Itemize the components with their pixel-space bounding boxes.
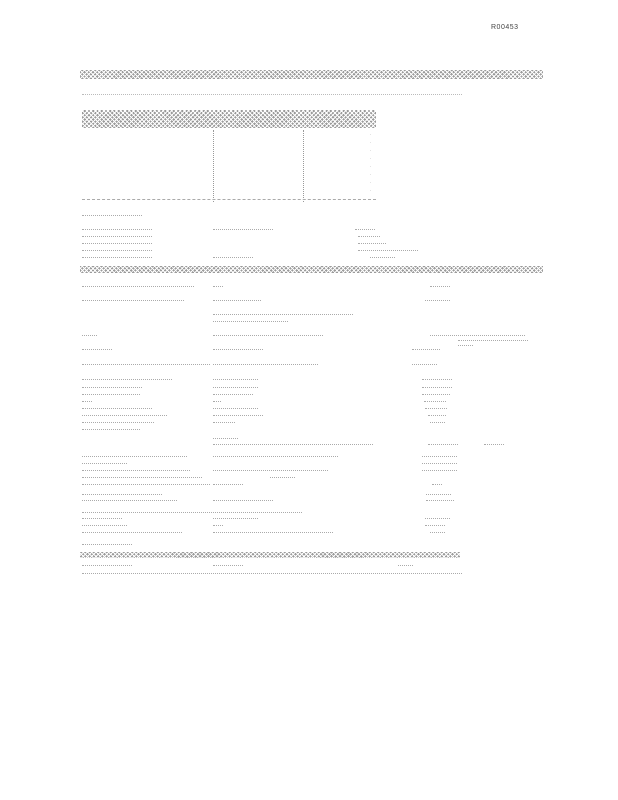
detail-row	[82, 500, 177, 501]
detail-row	[82, 286, 194, 287]
detail-row	[428, 444, 458, 445]
detail-row	[82, 512, 302, 513]
detail-row	[412, 349, 440, 350]
notes-line	[82, 236, 152, 237]
detail-row	[425, 300, 450, 301]
summary-table-row-marker: ·	[370, 140, 372, 145]
detail-row	[82, 494, 162, 495]
summary-table-footer-line	[82, 199, 376, 200]
summary-table-row-marker: ·	[370, 188, 372, 193]
summary-table-row-marker: ·	[370, 180, 372, 185]
detail-row	[213, 364, 318, 365]
detail-row	[425, 518, 450, 519]
detail-row	[213, 532, 333, 533]
notes-line	[82, 257, 152, 258]
detail-row	[213, 525, 223, 526]
detail-row	[213, 470, 328, 471]
detail-row	[213, 379, 258, 380]
summary-table-row-marker: ·	[370, 156, 372, 161]
notes-line	[82, 229, 152, 230]
detail-row	[426, 494, 451, 495]
detail-row	[422, 463, 457, 464]
detail-row	[213, 349, 263, 350]
detail-row	[422, 394, 450, 395]
notes-line	[213, 229, 273, 230]
detail-row	[213, 518, 258, 519]
detail-row	[82, 429, 140, 430]
detail-row	[82, 525, 127, 526]
footer-row	[82, 573, 462, 574]
detail-row	[82, 408, 152, 409]
detail-row	[82, 387, 142, 388]
document-id: R00453	[491, 24, 519, 31]
detail-row	[82, 394, 140, 395]
detail-row	[82, 401, 92, 402]
detail-row	[213, 408, 258, 409]
detail-row	[82, 544, 132, 545]
summary-table-row-marker: ·	[370, 172, 372, 177]
detail-row	[213, 415, 263, 416]
detail-row	[213, 387, 258, 388]
detail-row	[213, 401, 221, 402]
detail-row	[422, 387, 452, 388]
detail-row	[82, 364, 210, 365]
notes-line	[358, 243, 386, 244]
intro-line	[82, 94, 462, 95]
detail-row	[213, 484, 243, 485]
detail-row	[82, 463, 127, 464]
detail-row	[213, 286, 223, 287]
detail-row	[430, 335, 525, 336]
summary-table-divider	[303, 130, 304, 202]
footer-band	[80, 552, 460, 558]
footer-row	[82, 565, 132, 566]
detail-row	[82, 456, 187, 457]
detail-row	[82, 477, 202, 478]
detail-row	[430, 286, 450, 287]
detail-row	[458, 340, 528, 341]
detail-row	[82, 300, 184, 301]
detail-row	[424, 401, 446, 402]
notes-line	[82, 215, 142, 216]
detail-row	[432, 484, 442, 485]
detail-row	[422, 456, 457, 457]
notes-line	[82, 250, 152, 251]
summary-table	[82, 110, 376, 206]
detail-row	[213, 314, 353, 315]
detail-row	[422, 470, 457, 471]
detail-row	[213, 394, 253, 395]
detail-row	[270, 477, 295, 478]
detail-row	[82, 379, 172, 380]
header-band	[80, 70, 543, 79]
detail-row	[82, 532, 182, 533]
detail-row	[213, 335, 323, 336]
notes-line	[370, 257, 395, 258]
detail-row	[213, 500, 273, 501]
detail-row	[426, 500, 454, 501]
detail-row	[425, 525, 445, 526]
detail-row	[430, 422, 445, 423]
detail-row	[82, 349, 112, 350]
detail-row	[213, 300, 261, 301]
detail-row	[82, 335, 97, 336]
notes-line	[213, 257, 253, 258]
section-band	[80, 266, 543, 273]
summary-table-row-marker: ·	[370, 164, 372, 169]
summary-table-row-marker: ·	[370, 132, 372, 137]
summary-table-divider	[213, 130, 214, 202]
detail-row	[412, 364, 437, 365]
detail-row	[213, 422, 235, 423]
detail-row	[213, 321, 288, 322]
notes-line	[355, 229, 375, 230]
detail-row	[82, 422, 154, 423]
footer-row	[398, 565, 413, 566]
footer-row	[213, 565, 243, 566]
summary-table-header	[82, 110, 376, 128]
detail-row	[82, 470, 190, 471]
summary-table-row-marker: ·	[370, 148, 372, 153]
detail-row	[484, 444, 504, 445]
detail-row	[428, 415, 446, 416]
detail-row	[82, 518, 122, 519]
detail-row	[430, 532, 445, 533]
notes-line	[82, 243, 152, 244]
detail-row	[82, 415, 167, 416]
notes-line	[358, 236, 380, 237]
notes-line	[358, 250, 418, 251]
detail-row	[213, 444, 373, 445]
detail-row	[213, 438, 238, 439]
detail-row	[213, 456, 338, 457]
detail-row	[458, 345, 473, 346]
detail-row	[82, 484, 210, 485]
detail-row	[422, 379, 452, 380]
detail-row	[425, 408, 447, 409]
